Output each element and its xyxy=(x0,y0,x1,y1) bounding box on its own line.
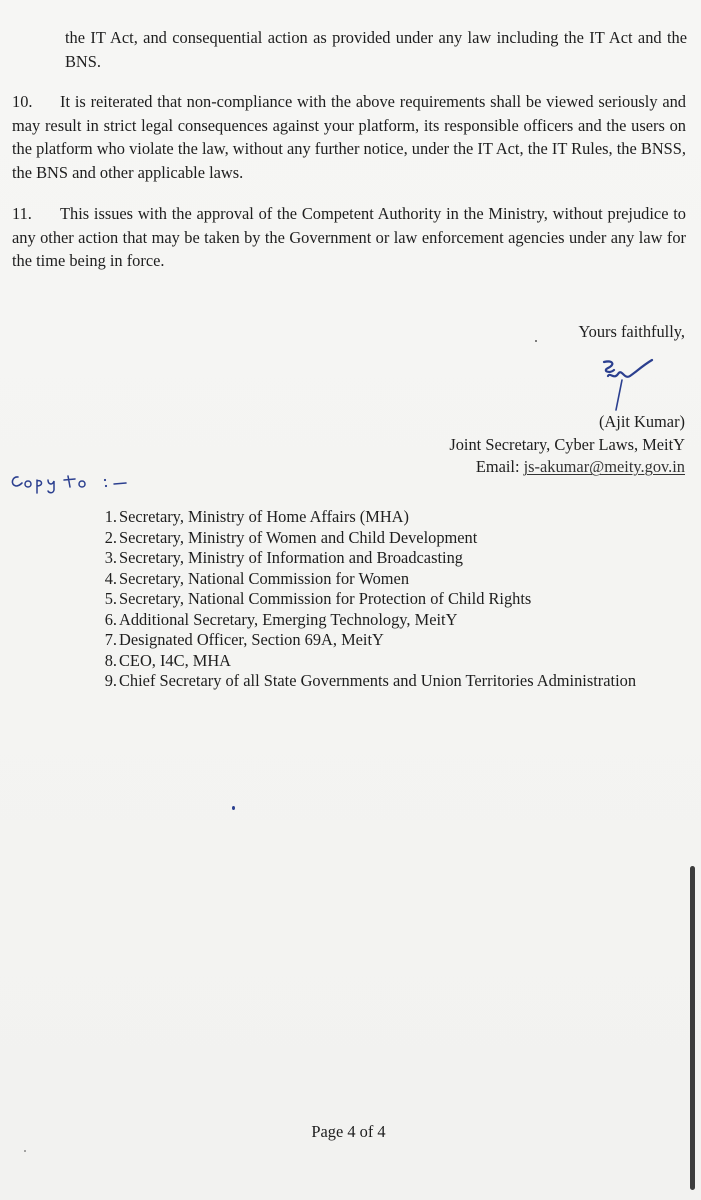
paragraph-9-continued xyxy=(65,26,687,73)
email-label: Email: xyxy=(475,457,524,476)
list-item: 7. Designated Officer, Section 69A, MeitY xyxy=(104,630,384,649)
scan-speck xyxy=(24,1150,26,1152)
signatory-designation: Joint Secretary, Cyber Laws, MeitY xyxy=(449,434,685,454)
copy-to-handwritten-label xyxy=(6,470,136,494)
email-link[interactable]: js-akumar@meity.gov.in xyxy=(523,457,685,476)
list-item: 1. Secretary, Ministry of Home Affairs (MHA) xyxy=(104,507,409,526)
scan-speck xyxy=(232,806,235,810)
list-item: 6. Additional Secretary, Emerging Technology, MeitY xyxy=(104,609,458,629)
paragraph-9-text: the IT Act, and consequential action as provided under any law including the IT Act and the BNS. xyxy=(65,28,687,71)
page-number-footer xyxy=(0,1122,701,1142)
scan-speck xyxy=(535,340,537,342)
paragraph-11-number: 11. xyxy=(12,204,32,223)
paragraph-11 xyxy=(12,202,686,273)
signatory-block xyxy=(449,411,685,479)
list-item: 9. Chief Secretary of all State Governments and Union Territories Administration xyxy=(104,671,637,690)
closing-salutation: Yours faithfully, xyxy=(578,322,685,341)
paragraph-10 xyxy=(12,90,686,184)
list-item: 2. Secretary, Ministry of Women and Child Development xyxy=(104,527,478,547)
list-item: 3. Secretary, Ministry of Information and Broadcasting xyxy=(104,548,463,567)
signatory-name: (Ajit Kumar) xyxy=(598,412,685,431)
list-item: 5. Secretary, National Commission for Protection of Child Rights xyxy=(104,589,532,608)
list-item: 4. Secretary, National Commission for Women xyxy=(104,568,410,588)
signatory-email-line xyxy=(449,456,685,479)
scrollbar-thumb[interactable] xyxy=(690,866,695,1190)
signature-icon xyxy=(590,354,670,412)
page-number: Page 4 of 4 xyxy=(311,1122,386,1141)
copy-to-list xyxy=(86,507,636,692)
paragraph-10-text: It is reiterated that non-compliance with the above requirements shall be viewed seriously and may result in strict legal consequences against your platform, its responsible officers and the users on the platform who violate the law, without any further notice, under the IT Act, the IT Rules, the BNSS, the BNS and other applicable laws. xyxy=(12,92,686,182)
paragraph-11-text: This issues with the approval of the Competent Authority in the Ministry, without prejudice to any other action that may be taken by the Government or law enforcement agencies under any law for the time being in force. xyxy=(12,204,686,270)
paragraph-10-number: 10. xyxy=(12,92,33,111)
list-item: 8. CEO, I4C, MHA xyxy=(104,650,232,670)
